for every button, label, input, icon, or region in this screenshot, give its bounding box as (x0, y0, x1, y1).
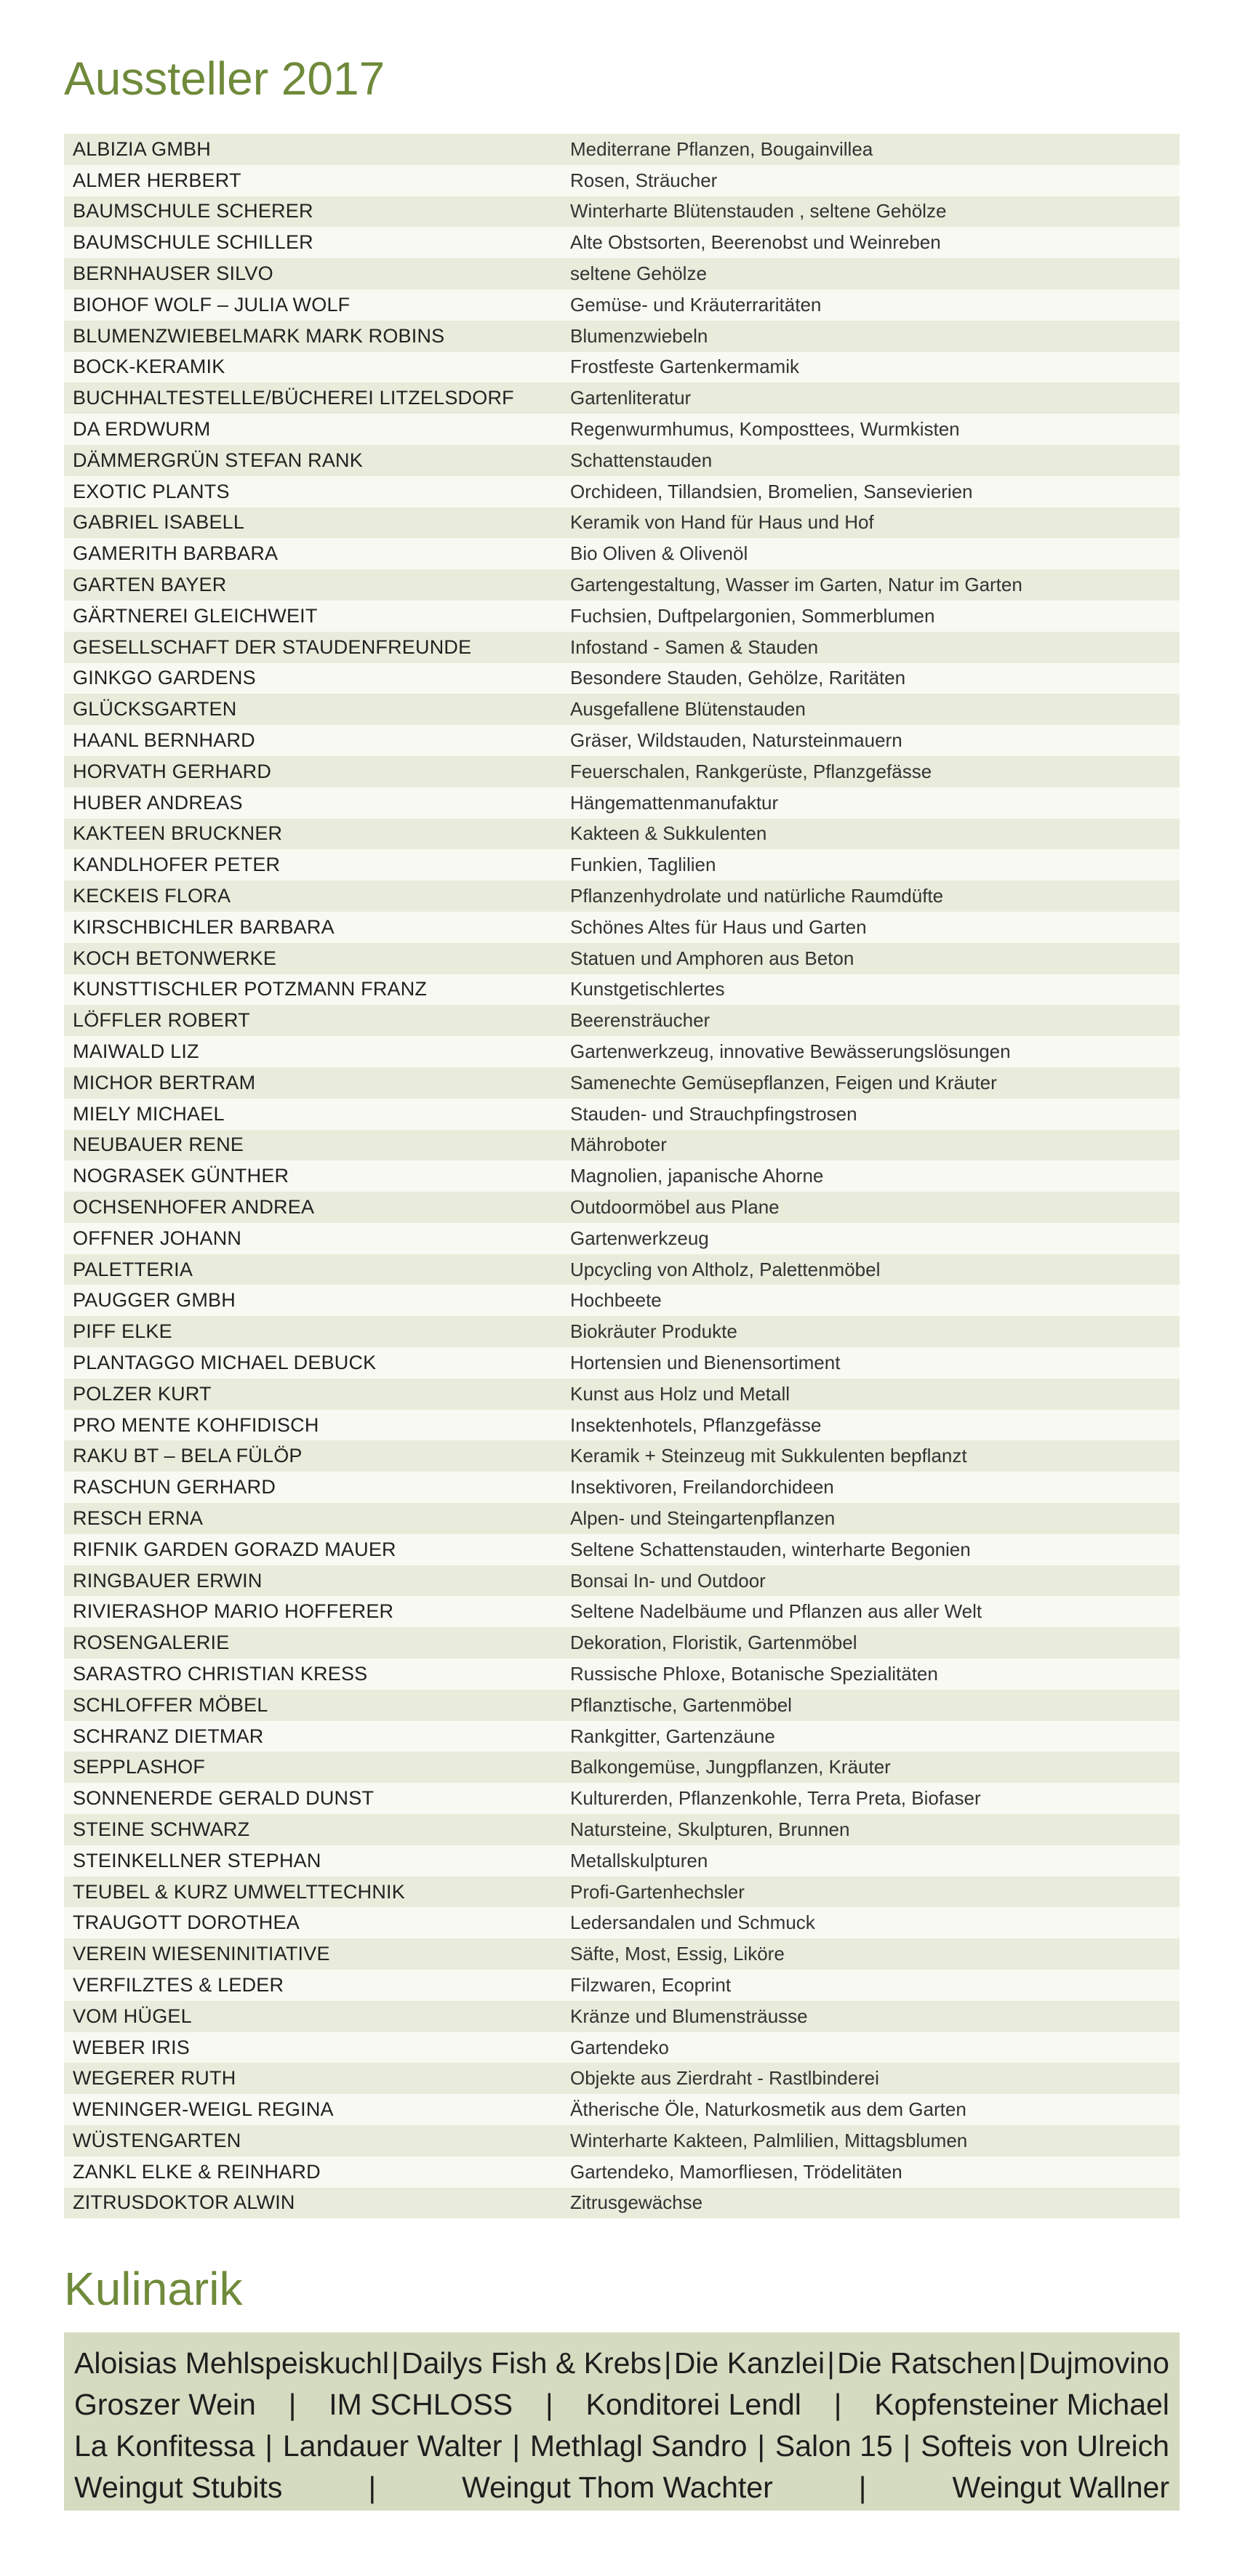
exhibitor-row (64, 849, 1180, 880)
exhibitor-row (64, 2032, 1180, 2063)
exhibitor-description: Gartendeko (570, 2036, 669, 2058)
kulinarik-item: Groszer Wein (74, 2388, 256, 2421)
exhibitor-description: Besondere Stauden, Gehölze, Raritäten (570, 667, 906, 689)
kulinarik-item: IM SCHLOSS (329, 2388, 513, 2421)
kulinarik-item: Die Ratschen (837, 2346, 1017, 2380)
exhibitor-name: LÖFFLER ROBERT (73, 1009, 250, 1032)
exhibitor-description: Dekoration, Floristik, Gartenmöbel (570, 1632, 857, 1654)
exhibitor-name: ZITRUSDOKTOR ALWIN (73, 2191, 295, 2214)
exhibitor-name: ALMER HERBERT (73, 169, 241, 191)
exhibitor-name: RINGBAUER ERWIN (73, 1569, 263, 1592)
exhibitor-description: Rankgitter, Gartenzäune (570, 1725, 775, 1747)
exhibitor-description: Ausgefallene Blütenstauden (570, 698, 806, 721)
exhibitor-description: Mähroboter (570, 1133, 667, 1156)
exhibitor-row (64, 1067, 1180, 1099)
kulinarik-separator: | (858, 2471, 867, 2504)
exhibitor-row (64, 1503, 1180, 1534)
exhibitor-row (64, 1938, 1180, 1970)
exhibitor-name: MIELY MICHAEL (73, 1102, 225, 1125)
kulinarik-item: Methlagl Sandro (529, 2429, 748, 2463)
exhibitor-description: Alpen- und Steingartenpflanzen (570, 1506, 836, 1529)
exhibitor-row (64, 134, 1180, 165)
exhibitor-description: Gartenliteratur (570, 387, 692, 409)
exhibitor-name: SONNENERDE GERALD DUNST (73, 1787, 375, 1810)
exhibitor-description: Frostfeste Gartenkermamik (570, 356, 799, 378)
exhibitor-name: NEUBAUER RENE (73, 1133, 244, 1156)
kulinarik-item: Landauer Walter (282, 2429, 503, 2463)
exhibitor-row (64, 196, 1180, 228)
exhibitor-name: VERFILZTES & LEDER (73, 1973, 284, 1996)
exhibitor-name: SCHLOFFER MÖBEL (73, 1693, 268, 1716)
exhibitor-name: EXOTIC PLANTS (73, 480, 230, 502)
exhibitor-description: Gartenwerkzeug, innovative Bewässerungslösungen (570, 1040, 1011, 1062)
exhibitor-name: PAUGGER GMBH (73, 1289, 236, 1312)
exhibitor-row (64, 414, 1180, 445)
exhibitor-description: Profi-Gartenhechsler (570, 1880, 745, 1903)
kulinarik-item: Weingut Stubits (74, 2471, 283, 2504)
exhibitor-description: Russische Phloxe, Botanische Spezialitäten (570, 1662, 938, 1685)
exhibitor-description: Zitrusgewächse (570, 2191, 703, 2214)
kulinarik-line (74, 2467, 1169, 2508)
exhibitor-row (64, 1285, 1180, 1316)
exhibitor-row (64, 1410, 1180, 1441)
exhibitor-name: SARASTRO CHRISTIAN KRESS (73, 1662, 368, 1685)
exhibitor-name: KOCH BETONWERKE (73, 947, 277, 969)
exhibitor-description: Kunst aus Holz und Metall (570, 1382, 790, 1405)
exhibitor-description: Kunstgetischlertes (570, 978, 725, 1000)
exhibitor-description: Outdoormöbel aus Plane (570, 1195, 780, 1218)
exhibitor-row (64, 569, 1180, 601)
exhibitor-description: Fuchsien, Duftpelargonien, Sommerblumen (570, 604, 935, 627)
exhibitor-name: TRAUGOTT DOROTHEA (73, 1911, 300, 1934)
exhibitor-name: ZANKL ELKE & REINHARD (73, 2160, 321, 2183)
exhibitor-name: KECKEIS FLORA (73, 885, 231, 907)
exhibitor-name: WEGERER RUTH (73, 2067, 236, 2090)
kulinarik-item: Kopfensteiner Michael (874, 2388, 1169, 2421)
exhibitor-name: SCHRANZ DIETMAR (73, 1725, 264, 1747)
exhibitor-name: GLÜCKSGARTEN (73, 698, 237, 721)
exhibitor-row (64, 258, 1180, 289)
exhibitor-row (64, 382, 1180, 414)
kulinarik-separator: | (1018, 2346, 1027, 2380)
exhibitor-description: Schattenstauden (570, 449, 713, 471)
exhibitor-description: Rosen, Sträucher (570, 169, 718, 191)
exhibitor-row (64, 2188, 1180, 2219)
exhibitor-description: Säfte, Most, Essig, Liköre (570, 1943, 785, 1965)
kulinarik-item: Die Kanzlei (673, 2346, 825, 2380)
exhibitor-description: Pflanzenhydrolate und natürliche Raumdüfte (570, 885, 944, 907)
exhibitor-name: WÜSTENGARTEN (73, 2129, 241, 2151)
exhibitor-row (64, 1970, 1180, 2001)
exhibitor-row (64, 1627, 1180, 1658)
exhibitor-name: RIFNIK GARDEN GORAZD MAUER (73, 1538, 396, 1560)
exhibitor-name: GABRIEL ISABELL (73, 511, 245, 534)
exhibitor-row (64, 165, 1180, 196)
exhibitor-row (64, 352, 1180, 383)
exhibitor-description: Seltene Schattenstauden, winterharte Begonien (570, 1538, 971, 1560)
kulinarik-item: La Konfitessa (74, 2429, 255, 2463)
exhibitor-row (64, 1130, 1180, 1161)
exhibitor-description: Filzwaren, Ecoprint (570, 1973, 732, 1996)
exhibitor-row (64, 1440, 1180, 1472)
exhibitor-name: BAUMSCHULE SCHILLER (73, 231, 313, 254)
exhibitor-row (64, 1752, 1180, 1783)
kulinarik-item: Salon 15 (774, 2429, 893, 2463)
exhibitor-row (64, 1005, 1180, 1036)
kulinarik-separator: | (545, 2388, 553, 2421)
kulinarik-separator: | (512, 2429, 520, 2463)
exhibitor-name: STEINE SCHWARZ (73, 1818, 250, 1840)
exhibitor-description: Objekte aus Zierdraht - Rastlbinderei (570, 2067, 879, 2090)
exhibitor-name: PALETTERIA (73, 1258, 193, 1280)
exhibitor-name: WENINGER-WEIGL REGINA (73, 2098, 334, 2121)
exhibitor-name: KAKTEEN BRUCKNER (73, 822, 283, 845)
exhibitor-name: ALBIZIA GMBH (73, 137, 211, 160)
exhibitor-row (64, 632, 1180, 663)
kulinarik-line (74, 2384, 1169, 2425)
exhibitor-description: Alte Obstsorten, Beerenobst und Weinreben (570, 231, 941, 254)
exhibitor-row (64, 1845, 1180, 1877)
exhibitor-description: Samenechte Gemüsepflanzen, Feigen und Kräuter (570, 1071, 997, 1094)
exhibitor-row (64, 2063, 1180, 2094)
exhibitor-name: WEBER IRIS (73, 2036, 191, 2058)
exhibitor-row (64, 1596, 1180, 1627)
exhibitor-row (64, 445, 1180, 476)
kulinarik-item: Weingut Wallner (952, 2471, 1169, 2504)
kulinarik-item: Konditorei Lendl (585, 2388, 801, 2421)
exhibitor-row (64, 1783, 1180, 1814)
exhibitor-row (64, 1534, 1180, 1565)
exhibitor-description: Kulturerden, Pflanzenkohle, Terra Preta, Biofaser (570, 1787, 981, 1810)
exhibitor-description: Mediterrane Pflanzen, Bougainvillea (570, 137, 873, 160)
exhibitor-row (64, 1721, 1180, 1752)
exhibitor-row (64, 1160, 1180, 1192)
kulinarik-line (74, 2425, 1169, 2467)
exhibitor-name: ROSENGALERIE (73, 1632, 230, 1654)
exhibitor-name: BAUMSCHULE SCHERER (73, 200, 313, 222)
exhibitor-description: Upcycling von Altholz, Palettenmöbel (570, 1258, 881, 1280)
exhibitor-description: Feuerschalen, Rankgerüste, Pflanzgefässe (570, 760, 932, 782)
exhibitor-row (64, 1223, 1180, 1254)
kulinarik-list (64, 2332, 1180, 2511)
exhibitor-row (64, 1379, 1180, 1410)
exhibitor-row (64, 1814, 1180, 1845)
exhibitor-name: SEPPLASHOF (73, 1756, 206, 1778)
exhibitor-description: Blumenzwiebeln (570, 324, 708, 347)
exhibitor-row (64, 1099, 1180, 1130)
kulinarik-separator: | (833, 2388, 842, 2421)
exhibitor-row (64, 476, 1180, 507)
exhibitor-name: KANDLHOFER PETER (73, 854, 281, 876)
exhibitor-description: Bio Oliven & Olivenöl (570, 542, 748, 565)
exhibitor-row (64, 756, 1180, 787)
exhibitor-description: Gräser, Wildstauden, Natursteinmauern (570, 729, 902, 752)
exhibitor-name: MAIWALD LIZ (73, 1040, 199, 1062)
exhibitor-row (64, 1690, 1180, 1721)
exhibitor-row (64, 538, 1180, 569)
exhibitor-name: DA ERDWURM (73, 418, 211, 441)
exhibitor-name: RESCH ERNA (73, 1506, 204, 1529)
exhibitor-name: KIRSCHBICHLER BARBARA (73, 915, 335, 938)
exhibitor-row (64, 694, 1180, 725)
exhibitor-row (64, 1036, 1180, 1067)
exhibitor-description: seltene Gehölze (570, 262, 707, 285)
exhibitor-row (64, 880, 1180, 912)
kulinarik-line (74, 2343, 1169, 2384)
exhibitor-row (64, 601, 1180, 632)
exhibitor-name: HUBER ANDREAS (73, 791, 243, 814)
exhibitor-description: Stauden- und Strauchpfingstrosen (570, 1102, 857, 1125)
kulinarik-item: Softeis von Ulreich (921, 2429, 1169, 2463)
exhibitor-row (64, 787, 1180, 819)
kulinarik-item: Aloisias Mehlspeiskuchl (74, 2346, 389, 2380)
exhibitor-description: Balkongemüse, Jungpflanzen, Kräuter (570, 1756, 891, 1778)
exhibitor-name: BLUMENZWIEBELMARK MARK ROBINS (73, 324, 445, 347)
exhibitor-row (64, 2125, 1180, 2156)
exhibitor-description: Pflanztische, Gartenmöbel (570, 1693, 792, 1716)
exhibitor-description: Bonsai In- und Outdoor (570, 1569, 766, 1592)
exhibitor-name: OCHSENHOFER ANDREA (73, 1195, 315, 1218)
exhibitor-name: GINKGO GARDENS (73, 667, 256, 689)
kulinarik-separator: | (368, 2471, 377, 2504)
exhibitor-description: Winterharte Kakteen, Palmlilien, Mittagsblumen (570, 2129, 968, 2151)
exhibitor-name: KUNSTTISCHLER POTZMANN FRANZ (73, 978, 428, 1000)
kulinarik-separator: | (663, 2346, 672, 2380)
exhibitor-description: Ledersandalen und Schmuck (570, 1911, 815, 1934)
exhibitor-name: GARTEN BAYER (73, 574, 227, 596)
exhibitor-description: Funkien, Taglilien (570, 854, 716, 876)
exhibitor-description: Gemüse- und Kräuterraritäten (570, 293, 822, 316)
exhibitor-name: RIVIERASHOP MARIO HOFFERER (73, 1600, 394, 1623)
kulinarik-separator: | (757, 2429, 765, 2463)
exhibitor-row (64, 725, 1180, 756)
exhibitor-row (64, 1254, 1180, 1285)
exhibitor-name: VOM HÜGEL (73, 2005, 192, 2027)
exhibitor-name: VEREIN WIESENINITIATIVE (73, 1943, 330, 1965)
kulinarik-separator: | (391, 2346, 399, 2380)
exhibitor-name: RASCHUN GERHARD (73, 1476, 276, 1498)
exhibitor-row (64, 1907, 1180, 1938)
exhibitor-row (64, 663, 1180, 694)
exhibitor-name: HAANL BERNHARD (73, 729, 255, 752)
exhibitor-description: Hängemattenmanufaktur (570, 791, 779, 814)
exhibitor-description: Statuen und Amphoren aus Beton (570, 947, 854, 969)
kulinarik-title: Kulinarik (64, 2263, 243, 2315)
exhibitor-description: Natursteine, Skulpturen, Brunnen (570, 1818, 850, 1840)
exhibitors-title: Aussteller 2017 (64, 52, 385, 105)
kulinarik-separator: | (288, 2388, 297, 2421)
exhibitor-name: TEUBEL & KURZ UMWELTTECHNIK (73, 1880, 405, 1903)
exhibitor-name: BUCHHALTESTELLE/BÜCHEREI LITZELSDORF (73, 387, 514, 409)
exhibitor-description: Beerensträucher (570, 1009, 710, 1032)
exhibitor-name: GESELLSCHAFT DER STAUDENFREUNDE (73, 635, 472, 658)
exhibitor-name: RAKU BT – BELA FÜLÖP (73, 1445, 303, 1467)
exhibitor-name: BOCK-KERAMIK (73, 356, 225, 378)
exhibitor-row (64, 1565, 1180, 1597)
exhibitor-row (64, 1192, 1180, 1223)
exhibitor-description: Gartenwerkzeug (570, 1227, 709, 1249)
exhibitor-name: NOGRASEK GÜNTHER (73, 1165, 289, 1187)
exhibitor-description: Schönes Altes für Haus und Garten (570, 915, 867, 938)
exhibitor-row (64, 2156, 1180, 2188)
kulinarik-separator: | (265, 2429, 273, 2463)
exhibitor-table (64, 134, 1180, 2218)
exhibitor-description: Infostand - Samen & Stauden (570, 635, 819, 658)
exhibitor-description: Ätherische Öle, Naturkosmetik aus dem Garten (570, 2098, 966, 2121)
exhibitor-description: Regenwurmhumus, Komposttees, Wurmkisten (570, 418, 960, 441)
exhibitor-name: BERNHAUSER SILVO (73, 262, 273, 285)
exhibitor-description: Kakteen & Sukkulenten (570, 822, 767, 845)
exhibitor-name: PRO MENTE KOHFIDISCH (73, 1413, 319, 1436)
exhibitor-description: Keramik von Hand für Haus und Hof (570, 511, 874, 534)
exhibitor-row (64, 912, 1180, 943)
exhibitor-row (64, 1877, 1180, 1908)
exhibitor-description: Insektivoren, Freilandorchideen (570, 1476, 834, 1498)
exhibitor-row (64, 321, 1180, 352)
exhibitor-name: POLZER KURT (73, 1382, 212, 1405)
exhibitor-row (64, 943, 1180, 974)
exhibitor-name: BIOHOF WOLF – JULIA WOLF (73, 293, 351, 316)
kulinarik-separator: | (902, 2429, 911, 2463)
exhibitor-description: Keramik + Steinzeug mit Sukkulenten bepflanzt (570, 1445, 967, 1467)
exhibitor-name: DÄMMERGRÜN STEFAN RANK (73, 449, 363, 471)
exhibitor-name: OFFNER JOHANN (73, 1227, 242, 1249)
exhibitor-row (64, 1316, 1180, 1347)
exhibitor-description: Magnolien, japanische Ahorne (570, 1165, 824, 1187)
exhibitor-description: Seltene Nadelbäume und Pflanzen aus aller Welt (570, 1600, 982, 1623)
exhibitor-row (64, 227, 1180, 258)
exhibitor-name: GAMERITH BARBARA (73, 542, 279, 565)
exhibitor-row (64, 819, 1180, 850)
exhibitor-row (64, 1658, 1180, 1690)
exhibitor-name: STEINKELLNER STEPHAN (73, 1849, 321, 1871)
exhibitor-row (64, 1472, 1180, 1503)
exhibitor-description: Insektenhotels, Pflanzgefässe (570, 1413, 822, 1436)
exhibitor-row (64, 2094, 1180, 2125)
kulinarik-item: Dujmovino (1028, 2346, 1169, 2380)
exhibitor-row (64, 1347, 1180, 1379)
exhibitor-row (64, 507, 1180, 539)
exhibitor-description: Kränze und Blumensträusse (570, 2005, 808, 2027)
exhibitor-name: HORVATH GERHARD (73, 760, 272, 782)
exhibitor-description: Hortensien und Bienensortiment (570, 1351, 841, 1373)
exhibitor-name: PLANTAGGO MICHAEL DEBUCK (73, 1351, 377, 1373)
exhibitor-description: Gartendeko, Mamorfliesen, Trödelitäten (570, 2160, 902, 2183)
exhibitor-description: Metallskulpturen (570, 1849, 708, 1871)
exhibitor-name: MICHOR BERTRAM (73, 1071, 256, 1094)
exhibitor-description: Gartengestaltung, Wasser im Garten, Natur im Garten (570, 574, 1022, 596)
kulinarik-separator: | (827, 2346, 835, 2380)
exhibitor-name: GÄRTNEREI GLEICHWEIT (73, 604, 318, 627)
exhibitor-row (64, 2001, 1180, 2032)
exhibitor-row (64, 974, 1180, 1006)
exhibitor-description: Hochbeete (570, 1289, 662, 1312)
kulinarik-item: Dailys Fish & Krebs (401, 2346, 662, 2380)
exhibitor-row (64, 289, 1180, 321)
exhibitor-name: PIFF ELKE (73, 1320, 172, 1343)
kulinarik-item: Weingut Thom Wachter (462, 2471, 773, 2504)
exhibitor-description: Orchideen, Tillandsien, Bromelien, Sansevierien (570, 480, 973, 502)
exhibitor-description: Winterharte Blütenstauden , seltene Gehölze (570, 200, 947, 222)
exhibitor-description: Biokräuter Produkte (570, 1320, 737, 1343)
